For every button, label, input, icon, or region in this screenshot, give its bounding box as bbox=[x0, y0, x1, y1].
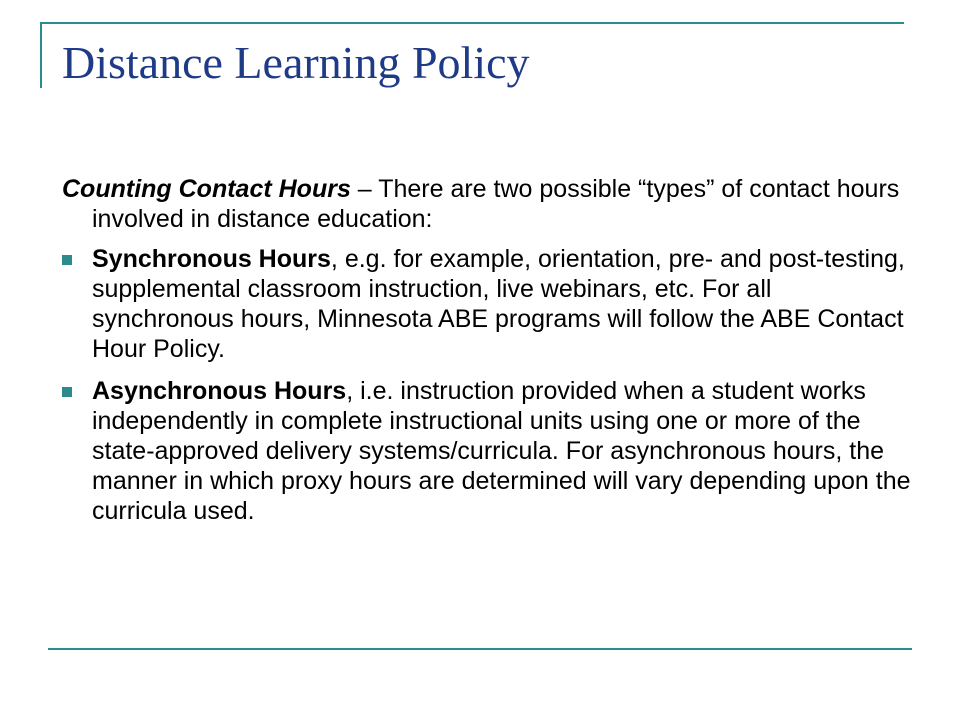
bullet-list bbox=[62, 244, 912, 526]
slide-body bbox=[62, 174, 912, 538]
bullet-term: Synchronous Hours bbox=[92, 245, 331, 273]
slide-title: Distance Learning Policy bbox=[62, 37, 530, 88]
intro-paragraph bbox=[62, 174, 912, 234]
bullet-item-synchronous bbox=[62, 244, 912, 364]
square-bullet-icon bbox=[62, 255, 72, 265]
bullet-item-asynchronous bbox=[62, 376, 912, 526]
footer-divider-line bbox=[48, 648, 912, 650]
title-frame-top-line bbox=[40, 22, 904, 24]
square-bullet-icon bbox=[62, 387, 72, 397]
bullet-text: , i.e. instruction provided when a student works independently in complete instructional units using one or more of the state-approved delivery systems/curricula. For asynchronous hours, the manner in which proxy hours are determined will vary depending upon the curricula used. bbox=[92, 377, 911, 525]
bullet-term: Asynchronous Hours bbox=[92, 377, 347, 405]
intro-text: – There are two possible “types” of contact hours involved in distance education: bbox=[92, 175, 900, 233]
title-frame-vertical-line bbox=[40, 22, 42, 88]
bullet-text: , e.g. for example, orientation, pre- and post-testing, supplemental classroom instruction, live webinars, etc. For all synchronous hours, Minnesota ABE programs will follow the ABE Contact Hour Policy. bbox=[92, 245, 905, 363]
intro-term: Counting Contact Hours bbox=[62, 175, 351, 203]
